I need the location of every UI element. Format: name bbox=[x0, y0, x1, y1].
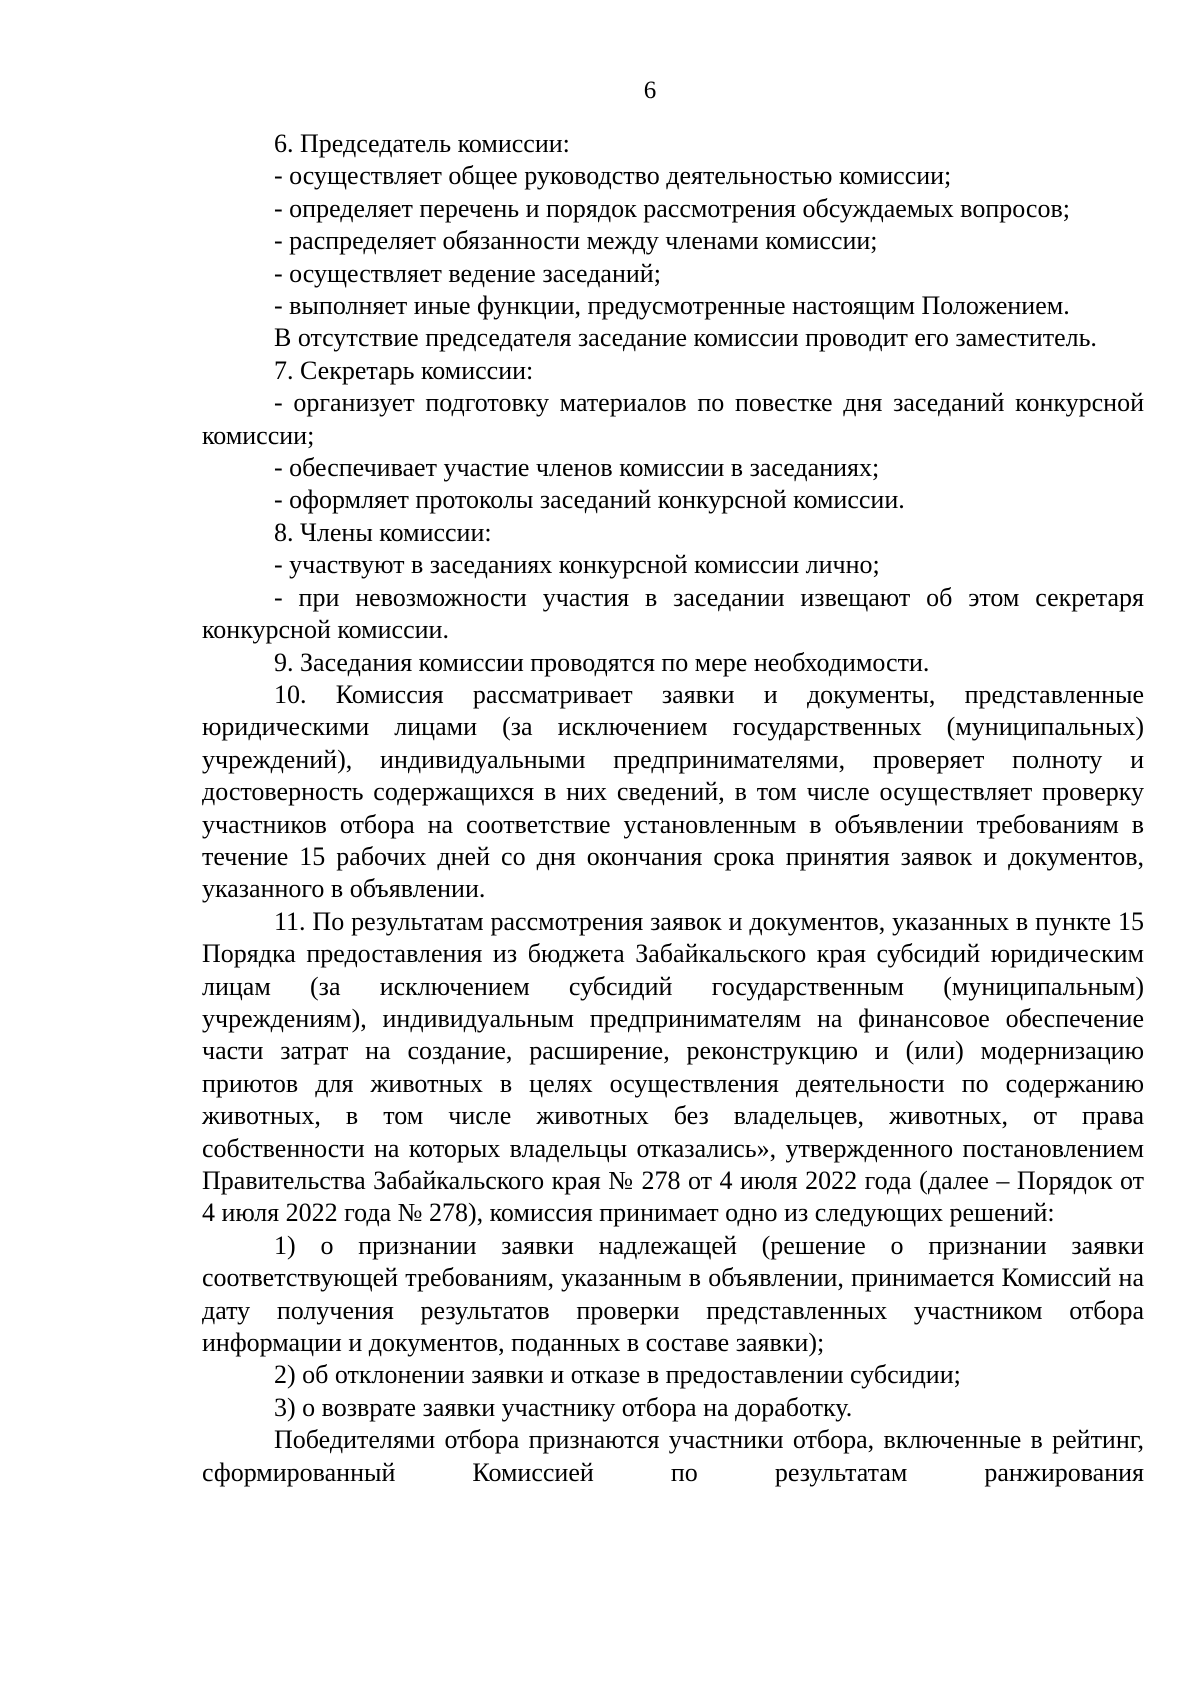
section-10-paragraph: 10. Комиссия рассматривает заявки и документы, представленные юридическими лицами (за исключением государственных (муниципальных) учреждений), индивидуальными предпринимателями, проверяет полноту и достоверность содержащихся в них сведений, в том числе осуществляет проверку участников отбора на соответствие установленным в объявлении требованиям в течение 15 рабочих дней со дня окончания срока принятия заявок и документов, указанного в объявлении. bbox=[202, 679, 1144, 904]
list-item: - выполняет иные функции, предусмотренные настоящим Положением. bbox=[274, 291, 1070, 321]
paragraph: В отсутствие председателя заседание комиссии проводит его заместитель. bbox=[274, 323, 1097, 353]
list-item: - участвуют в заседаниях конкурсной комиссии лично; bbox=[274, 550, 880, 580]
list-item: - при невозможности участия в заседании извещают об этом секретаря конкурсной комиссии. bbox=[202, 582, 1144, 645]
section-6-heading: 6. Председатель комиссии: bbox=[274, 129, 570, 158]
list-item: - обеспечивает участие членов комиссии в заседаниях; bbox=[274, 453, 880, 483]
section-11-paragraph: 11. По результатам рассмотрения заявок и документов, указанных в пункте 15 Порядка предоставления из бюджета Забайкальского края субсидий юридическим лицам (за исключением субсидий государственным (муниципальным) учреждениям), индивидуальным предпринимателям на финансовое обеспечение части затрат на создание, расширение, реконструкцию и (или) модернизацию приютов для животных в целях осуществления деятельности по содержанию животных, в том числе животных без владельцев, животных, от права собственности на которых владельцы отказались», утвержденного постановлением Правительства Забайкальского края № 278 от 4 июля 2022 года (далее – Порядок от 4 июля 2022 года № 278), комиссия принимает одно из следующих решений: bbox=[202, 906, 1144, 1228]
list-item: - определяет перечень и порядок рассмотрения обсуждаемых вопросов; bbox=[274, 193, 1070, 223]
section-9-paragraph: 9. Заседания комиссии проводятся по мере необходимости. bbox=[274, 647, 930, 677]
list-item: - распределяет обязанности между членами комиссии; bbox=[274, 226, 878, 256]
section-7-heading: 7. Секретарь комиссии: bbox=[274, 355, 534, 385]
list-item: - осуществляет ведение заседаний; bbox=[274, 258, 661, 288]
decision-item: 3) о возврате заявки участнику отбора на доработку. bbox=[274, 1392, 853, 1422]
list-item: - оформляет протоколы заседаний конкурсной комиссии. bbox=[274, 485, 905, 515]
winners-paragraph: Победителями отбора признаются участники отбора, включенные в рейтинг, сформированный Комиссией по результатам ранжирования bbox=[202, 1425, 1144, 1487]
list-item: - осуществляет общее руководство деятельностью комиссии; bbox=[274, 161, 952, 191]
decision-item: 1) о признании заявки надлежащей (решение о признании заявки соответствующей требованиям, указанным в объявлении, принимается Комиссий на дату получения результатов проверки представленных участником отбора информации и документов, поданных в составе заявки); bbox=[202, 1230, 1144, 1358]
list-item: - организует подготовку материалов по повестке дня заседаний конкурсной комиссии; bbox=[202, 388, 1144, 450]
decision-item: 2) об отклонении заявки и отказе в предоставлении субсидии; bbox=[274, 1360, 961, 1390]
section-8-heading: 8. Члены комиссии: bbox=[274, 517, 492, 547]
document-body bbox=[202, 128, 1144, 1489]
page-number: 6 bbox=[643, 77, 657, 104]
